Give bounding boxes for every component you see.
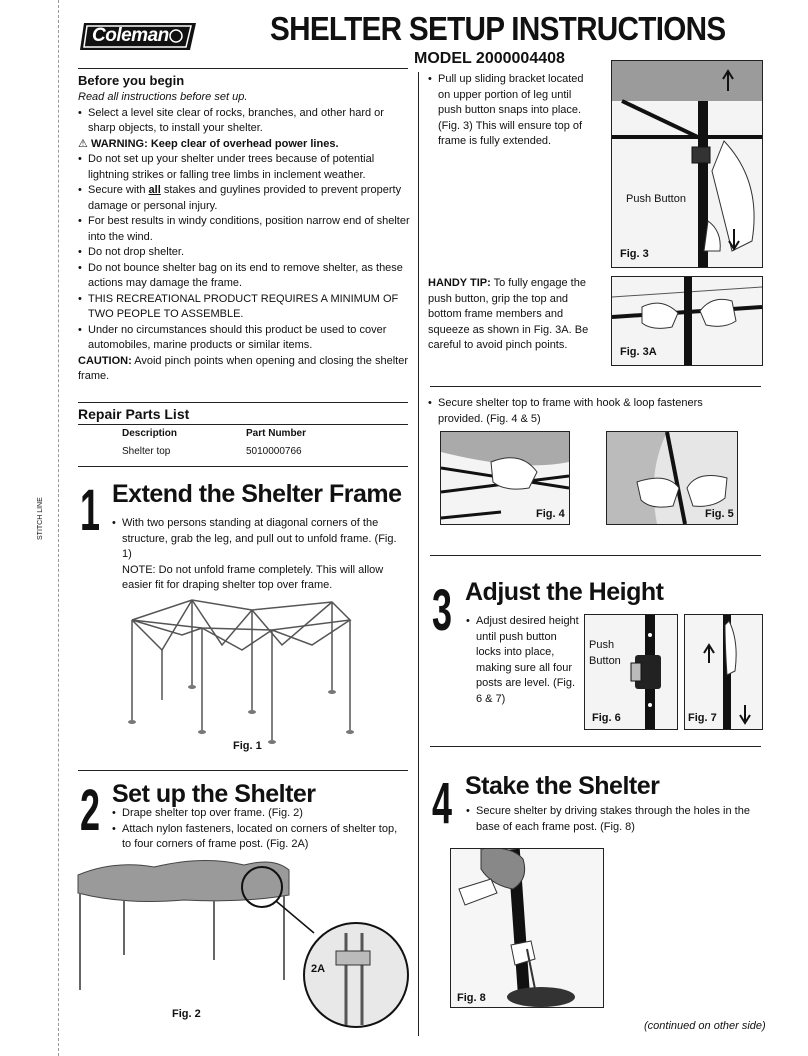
before-bullet-6: • Do not bounce shelter bag on its end to remove shelter, as these actions may damage the frame.	[78, 261, 410, 292]
push-label-fig6: Push	[589, 639, 615, 651]
secure-top-bullet: • Secure shelter top to frame with hook & loop fasteners provided. (Fig. 4 & 5)	[428, 396, 748, 427]
step4-text	[466, 804, 760, 835]
before-bullet-2: • Do not set up your shelter under trees because of potential lightning strikes or falling tree limbs in inclement weather.	[78, 152, 410, 183]
push-button-label-fig3: Push Button	[626, 193, 686, 205]
caution-line	[78, 354, 410, 385]
fig3-box	[611, 60, 763, 268]
fig1-label: Fig. 1	[233, 740, 262, 752]
fig2-illustration	[74, 855, 410, 1030]
stitch-line-rule	[58, 0, 60, 1056]
before-bullet-3-b: all	[148, 184, 161, 196]
fig8-label: Fig. 8	[457, 992, 486, 1004]
fig8-box	[450, 848, 604, 1008]
step4-rule	[430, 746, 761, 747]
warning-line	[78, 137, 410, 153]
step2-number: 2	[80, 778, 101, 843]
parts-row-desc: Shelter top	[122, 446, 171, 457]
step2-text	[112, 806, 408, 853]
step2-rule	[78, 770, 408, 771]
step2-bullet-1: • Drape shelter top over frame. (Fig. 2)	[112, 806, 408, 822]
step4-number: 4	[432, 771, 453, 836]
right-rule-1	[430, 386, 761, 387]
pull-up-bullet: • Pull up sliding bracket located on upper portion of leg until push button snaps into place. (Fig. 3) This will ensure top of frame is fully extended.	[428, 72, 598, 150]
before-bullet-1: • Select a level site clear of rocks, branches, and other hard or sharp objects, to install your shelter.	[78, 106, 410, 137]
step3-number: 3	[432, 578, 453, 643]
before-rule	[78, 68, 408, 69]
brand-name: Coleman	[92, 25, 169, 46]
before-bullet-3-a: Secure with	[88, 184, 149, 196]
before-bullet-3-c: stakes and guylines provided to prevent property damage or personal injury.	[88, 184, 402, 212]
before-bullet-4: • For best results in windy conditions, position narrow end of shelter into the wind.	[78, 214, 410, 245]
step3-rule	[430, 555, 761, 556]
coleman-logo	[78, 20, 200, 53]
handy-tip-label: HANDY TIP:	[428, 277, 491, 289]
before-section	[78, 72, 410, 385]
parts-row-part: 5010000766	[246, 446, 302, 457]
caution-label: CAUTION:	[78, 354, 132, 367]
parts-col-part: Part Number	[246, 428, 307, 439]
caution-text: Avoid pinch points when opening and closing the shelter frame.	[78, 354, 408, 382]
right-top-text	[428, 72, 598, 150]
fig6-label: Fig. 6	[592, 712, 621, 724]
warning-text: WARNING: Keep clear of overhead power lines.	[90, 137, 339, 150]
handy-tip-text	[428, 276, 603, 354]
fig3a-label: Fig. 3A	[620, 346, 657, 358]
parts-bottom-rule	[78, 466, 408, 467]
fig7-label: Fig. 7	[688, 712, 717, 724]
step2-bullet-2: • Attach nylon fasteners, located on corners of shelter top, to four corners of frame post. (Fig. 2A)	[112, 822, 408, 853]
page-title: SHELTER SETUP INSTRUCTIONS	[270, 10, 726, 47]
step1-text	[112, 516, 408, 594]
continued-note: (continued on other side)	[644, 1020, 766, 1032]
stitch-line-label: STITCH LINE	[37, 497, 44, 540]
fig1-illustration	[122, 590, 362, 760]
fig2-label: Fig. 2	[172, 1008, 201, 1020]
column-divider	[418, 72, 419, 1036]
warning-icon: ⚠	[78, 137, 88, 150]
fig2a-label: 2A	[311, 963, 326, 975]
fig4-label: Fig. 4	[536, 508, 565, 520]
step4-heading: Stake the Shelter	[465, 772, 660, 800]
parts-heading: Repair Parts List	[78, 406, 190, 422]
before-heading: Before you begin	[78, 73, 185, 88]
fig5-label: Fig. 5	[705, 508, 734, 520]
before-bullet-5: • Do not drop shelter.	[78, 245, 410, 261]
step4-bullet: • Secure shelter by driving stakes through the holes in the base of each frame post. (Fig. 8)	[466, 804, 760, 835]
before-bullet-3	[78, 183, 410, 214]
step1-number: 1	[80, 478, 101, 543]
parts-top-rule	[78, 402, 408, 403]
step3-text	[466, 614, 580, 707]
step1-bullet-1: • With two persons standing at diagonal corners of the structure, grab the leg, and pull out to unfold frame. (Fig. 1)	[112, 516, 408, 563]
model-number: MODEL 2000004408	[414, 50, 565, 67]
handy-tip	[428, 276, 603, 354]
button-label-fig6: Button	[589, 655, 621, 667]
step1-heading: Extend the Shelter Frame	[112, 480, 402, 508]
secure-top-text	[428, 396, 748, 427]
before-bullet-8: • Under no circumstances should this product be used to cover automobiles, marine products or similar items.	[78, 323, 410, 354]
before-bullet-7: • THIS RECREATIONAL PRODUCT REQUIRES A MINIMUM OF TWO PEOPLE TO ASSEMBLE.	[78, 292, 410, 323]
step3-heading: Adjust the Height	[465, 578, 664, 606]
step1-note: NOTE: Do not unfold frame completely. This will allow easier fit for draping shelter top over frame.	[122, 563, 384, 591]
parts-col-desc: Description	[122, 428, 178, 439]
step3-bullet: • Adjust desired height until push button locks into place, making sure all four posts are level. (Fig. 6 & 7)	[466, 614, 580, 707]
fig3-label: Fig. 3	[620, 248, 649, 260]
before-intro: Read all instructions before set up.	[78, 91, 248, 103]
parts-mid-rule	[78, 424, 408, 425]
step2-heading: Set up the Shelter	[112, 780, 316, 808]
handy-tip-body: To fully engage the push button, grip the top and bottom frame members and squeeze as shown in Fig. 3A. Be careful to avoid pinch points.	[428, 277, 589, 351]
